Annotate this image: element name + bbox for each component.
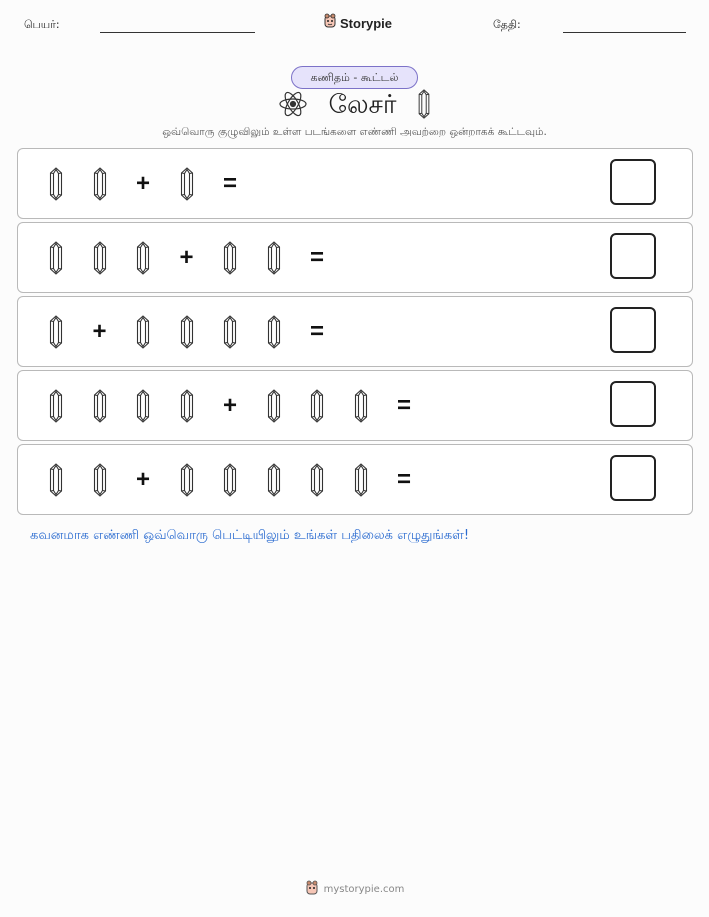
problem-row xyxy=(17,370,693,441)
crystal-icon xyxy=(349,371,373,440)
crystal-icon xyxy=(262,371,286,440)
subject-badge: கணிதம் - கூட்டல் xyxy=(291,66,418,89)
crystal-icon xyxy=(175,445,199,514)
equals-sign: = xyxy=(396,391,411,419)
problem-row xyxy=(17,296,693,367)
plus-sign: + xyxy=(135,169,150,197)
crystal-icon xyxy=(88,223,112,292)
crystal-icon xyxy=(262,445,286,514)
equals-sign: = xyxy=(222,169,237,197)
crystal-icon xyxy=(175,297,199,366)
name-label: பெயர்: xyxy=(24,18,60,31)
instruction-text: ஒவ்வொரு குழுவிலும் உள்ள படங்களை எண்ணி அவற்றை ஒன்றாகக் கூட்டவும். xyxy=(162,126,547,138)
crystal-icon xyxy=(44,223,68,292)
title-row xyxy=(0,88,709,124)
equals-sign: = xyxy=(396,465,411,493)
site-url: mystorypie.com xyxy=(323,884,405,895)
atom-icon xyxy=(278,89,308,123)
brand-logo xyxy=(323,13,392,33)
storypie-mascot-icon xyxy=(323,13,337,33)
answer-box[interactable] xyxy=(610,381,656,427)
date-label: தேதி: xyxy=(493,18,521,31)
storypie-mascot-icon xyxy=(305,880,319,899)
crystal-icon xyxy=(262,223,286,292)
crystal-icon xyxy=(305,445,329,514)
plus-sign: + xyxy=(222,391,237,419)
page-title: லேசர் xyxy=(328,89,397,120)
crystal-icon xyxy=(131,223,155,292)
crystal-icon xyxy=(218,297,242,366)
problem-row xyxy=(17,444,693,515)
site-footer xyxy=(0,880,709,899)
equals-sign: = xyxy=(309,317,324,345)
crystal-icon xyxy=(131,297,155,366)
answer-box[interactable] xyxy=(610,307,656,353)
name-line[interactable] xyxy=(100,32,255,33)
answer-box[interactable] xyxy=(610,159,656,205)
answer-box[interactable] xyxy=(610,455,656,501)
crystal-icon xyxy=(175,149,199,218)
problem-row xyxy=(17,222,693,293)
crystal-icon xyxy=(44,371,68,440)
answer-box[interactable] xyxy=(610,233,656,279)
plus-sign: + xyxy=(135,465,150,493)
crystal-icon xyxy=(349,445,373,514)
crystal-icon xyxy=(262,297,286,366)
crystal-icon xyxy=(44,149,68,218)
crystal-icon xyxy=(44,445,68,514)
crystal-icon xyxy=(175,371,199,440)
plus-sign: + xyxy=(92,317,107,345)
crystal-icon xyxy=(88,445,112,514)
crystal-icon xyxy=(88,149,112,218)
crystal-icon xyxy=(88,371,112,440)
crystal-icon xyxy=(44,297,68,366)
crystal-icon xyxy=(218,223,242,292)
date-line[interactable] xyxy=(563,32,686,33)
footer-note: கவனமாக எண்ணி ஒவ்வொரு பெட்டியிலும் உங்கள் பதிலைக் எழுதுங்கள்! xyxy=(30,528,470,543)
brand-name: Storypie xyxy=(340,15,393,31)
crystal-icon xyxy=(417,89,431,123)
crystal-icon xyxy=(218,445,242,514)
equals-sign: = xyxy=(309,243,324,271)
crystal-icon xyxy=(305,371,329,440)
problem-row xyxy=(17,148,693,219)
plus-sign: + xyxy=(179,243,194,271)
crystal-icon xyxy=(131,371,155,440)
